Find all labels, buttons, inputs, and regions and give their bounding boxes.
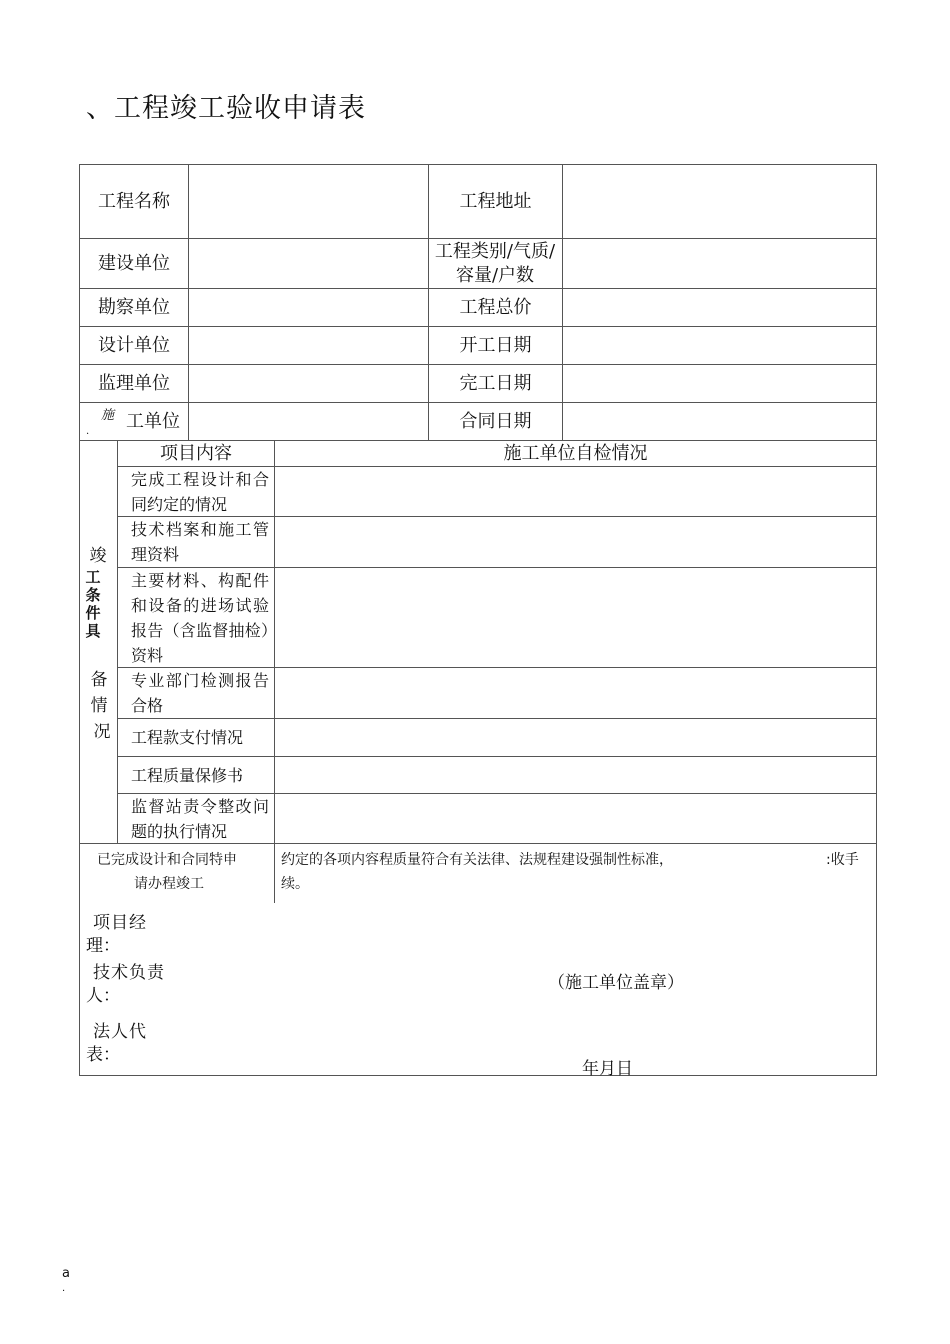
application-left-line2: 请办程竣工 [134, 876, 204, 892]
label-survey-unit: 勘察单位 [98, 296, 170, 318]
signature-legal-label-cont: 表： [86, 1045, 120, 1065]
section-label-part1: 竣 [89, 546, 107, 566]
signature-tech-label: 技术负责 [93, 963, 165, 983]
header-item-content: 项目内容 [160, 442, 232, 464]
label-total-price: 工程总价 [459, 296, 532, 318]
application-text-line2: 续。 [281, 876, 309, 892]
label-builder-unit: 工单位 [126, 410, 180, 432]
checklist-item-warranty: 工程质量保修书 [131, 765, 244, 785]
signature-manager-label-cont: 理： [86, 936, 120, 956]
seal-label: （施工单位盖章） [548, 973, 684, 993]
label-supervision-unit: 监理单位 [98, 372, 170, 394]
application-text-line1-tail: :收手 [826, 852, 859, 868]
section-label-part2: 工条件具 [85, 568, 101, 640]
footer-dot: . [62, 1283, 66, 1294]
label-project-name: 工程名称 [98, 190, 170, 212]
stray-dot: . [86, 426, 90, 437]
checklist-item-design: 完成工程设计和合同约定的情况 [131, 469, 269, 514]
signature-tech-label-cont: 人： [86, 986, 120, 1006]
label-start-date: 开工日期 [459, 334, 532, 356]
label-design-unit: 设计单位 [98, 334, 170, 356]
label-project-address: 工程地址 [459, 190, 532, 212]
checklist-item-rectification: 监督站责令整改问题的执行情况 [131, 796, 269, 841]
header-self-check: 施工单位自检情况 [503, 442, 648, 464]
section-label-part4: 情 [90, 696, 108, 716]
checklist-item-payment: 工程款支付情况 [131, 728, 244, 747]
application-text-line1: 约定的各项内容程质量符合有关法律、法规程建设强制性标准， [281, 852, 673, 868]
date-label: 年月日 [582, 1059, 633, 1079]
label-builder-prefix: 施 [101, 408, 115, 423]
section-label-part3: 备 [90, 670, 108, 690]
label-contract-date: 合同日期 [459, 410, 532, 432]
application-left-line1: 已完成设计和合同特申 [97, 852, 237, 868]
label-completion-date: 完工日期 [459, 372, 532, 394]
label-construction-unit: 建设单位 [98, 252, 170, 274]
signature-manager-label: 项目经 [93, 913, 147, 933]
signature-legal-label: 法人代 [93, 1022, 147, 1042]
footer-mark: a [62, 1266, 70, 1281]
page-title: 、工程竣工验收申请表 [86, 93, 366, 124]
section-label-part5: 况 [93, 722, 111, 742]
checklist-item-inspection: 专业部门检测报告合格 [131, 671, 269, 715]
checklist-item-materials: 主要材料、构配件和设备的进场试验报告（含监督抽检）资料 [131, 570, 269, 665]
label-project-category: 工程类别/气质/容量/户数 [434, 240, 556, 286]
checklist-item-archives: 技术档案和施工管理资料 [131, 520, 269, 564]
